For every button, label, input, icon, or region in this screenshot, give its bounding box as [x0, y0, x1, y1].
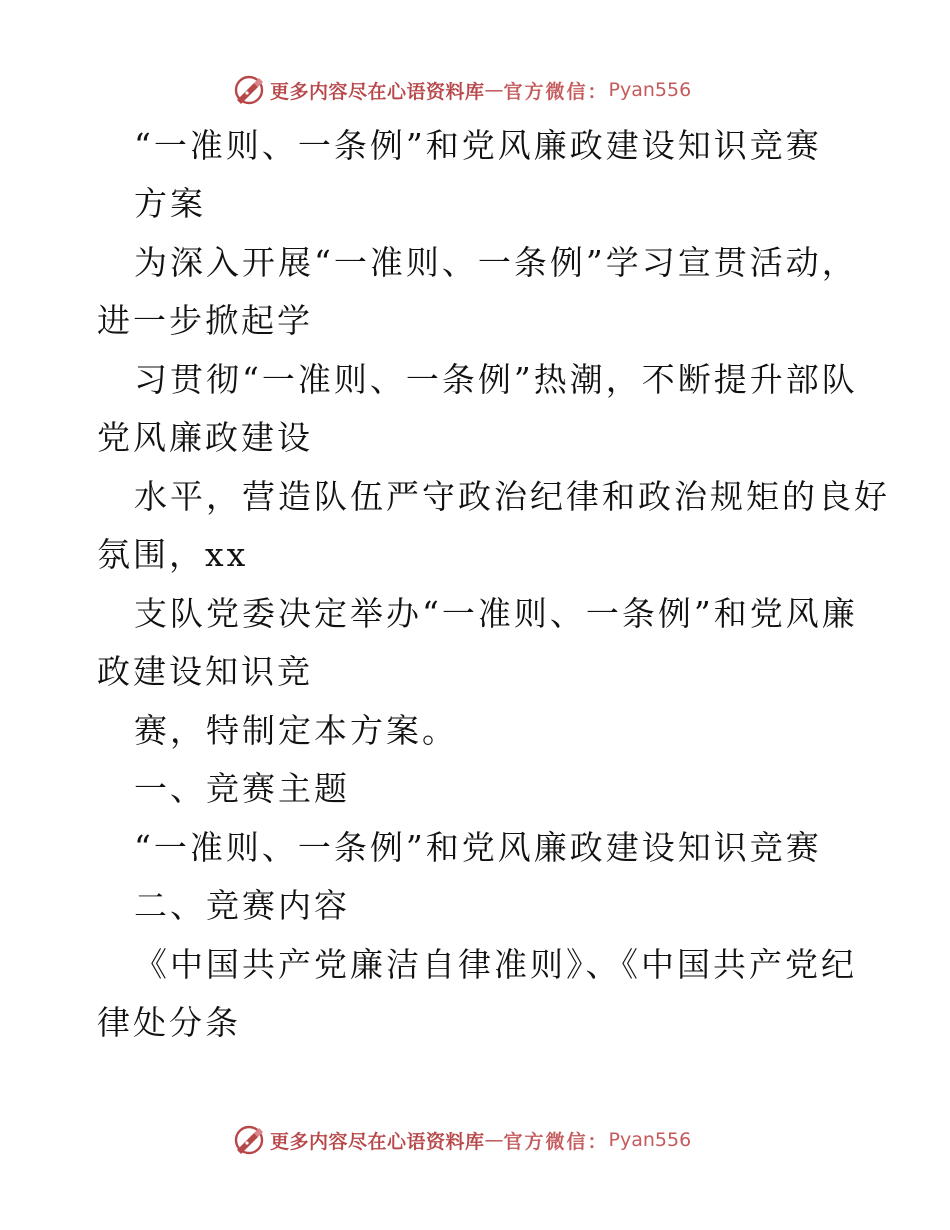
- watermark-site: 更多内容尽在心语资料库: [270, 80, 485, 103]
- watermark-dash: —: [484, 1129, 504, 1151]
- paragraph-line: 政建设知识竞: [97, 652, 313, 691]
- watermark-id: Pyan556: [608, 79, 692, 101]
- paragraph-line: 赛，特制定本方案。: [134, 711, 458, 750]
- theme-text: “一准则、一条例”和党风廉政建设知识竞赛: [134, 828, 822, 867]
- pen-logo-icon: [232, 73, 266, 107]
- paragraph-line: 进一步掀起学: [97, 301, 313, 340]
- section-heading-theme: 一、竞赛主题: [134, 769, 350, 808]
- header-watermark: [232, 72, 691, 108]
- doc-title-line2: 方案: [134, 184, 206, 223]
- paragraph-line: 《中国共产党廉洁自律准则》、《中国共产党纪: [134, 945, 857, 984]
- paragraph-line: 为深入开展“一准则、一条例”学习宣贯活动，: [134, 243, 858, 282]
- paragraph-line: 水平，营造队伍严守政治纪律和政治规矩的良好: [134, 477, 890, 516]
- watermark-label: 官方微信：: [503, 1130, 609, 1153]
- watermark-dash: —: [484, 79, 504, 101]
- pen-logo-icon: [232, 1123, 266, 1157]
- paragraph-line: 氛围，xx: [97, 535, 249, 574]
- watermark-label: 官方微信：: [503, 80, 609, 103]
- footer-watermark: [232, 1122, 691, 1158]
- watermark-site: 更多内容尽在心语资料库: [270, 1130, 485, 1153]
- watermark-id: Pyan556: [608, 1129, 692, 1151]
- paragraph-line: 律处分条: [97, 1003, 241, 1042]
- doc-title-line1: “一准则、一条例”和党风廉政建设知识竞赛: [134, 126, 822, 165]
- section-heading-content: 二、竞赛内容: [134, 886, 350, 925]
- paragraph-line: 支队党委决定举办“一准则、一条例”和党风廉: [134, 594, 858, 633]
- paragraph-line: 党风廉政建设: [97, 418, 313, 457]
- paragraph-line: 习贯彻“一准则、一条例”热潮，不断提升部队: [134, 360, 858, 399]
